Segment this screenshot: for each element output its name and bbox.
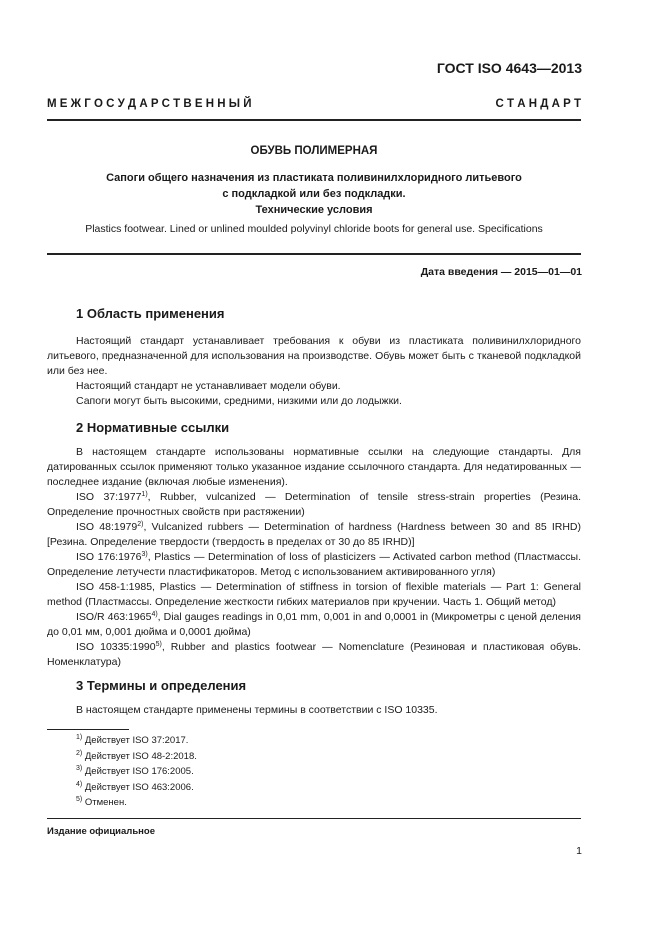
footnote-number: 3): [76, 765, 83, 772]
standard-label: С Т А Н Д А Р Т: [495, 98, 581, 110]
subtitle-line: Технические условия: [255, 204, 373, 216]
reference-code: ISO 458-1:1985: [76, 581, 153, 593]
paragraph: Настоящий стандарт устанавливает требования к обуви из пластиката поливинилхлоридного литьевого, предназначенной для использования на производстве. Обувь может быть с тканевой подкладкой или без нее.: [47, 335, 581, 377]
footnote: [76, 780, 197, 796]
reference-code: ISO/R 463:1965: [76, 611, 152, 623]
reference-item: [47, 640, 581, 670]
footnote-number: 4): [76, 780, 83, 788]
paragraph: Настоящий стандарт не устанавливает модели обуви.: [76, 380, 341, 392]
footnote-text: Действует ISO 463:2006.: [82, 781, 194, 793]
footnote: [76, 749, 197, 765]
reference-item: [47, 490, 581, 520]
footnote-marker: 4): [151, 611, 158, 618]
reference-text: , Vulcanized rubbers — Determination of hardness (Hardness between 30 and 85 IRHD) [Резина. Определение твердости (твердость в пределах от 30 до 85 IRHD)]: [47, 521, 581, 548]
title-rule: [47, 253, 581, 255]
reference-item: [47, 610, 581, 640]
section-2-heading: 2 Нормативные ссылки: [76, 420, 230, 435]
footnotes: [76, 733, 197, 811]
section-3-body: [47, 703, 581, 718]
footnote-marker: 5): [155, 641, 162, 648]
document-title: ОБУВЬ ПОЛИМЕРНАЯ: [250, 145, 378, 157]
subtitle-line: с подкладкой или без подкладки.: [222, 188, 406, 200]
document-subtitle: [47, 170, 581, 218]
reference-item: [47, 550, 581, 580]
reference-text: , Rubber, vulcanized — Determination of tensile stress-strain properties (Резина. Определение прочностных свойств при растяжении): [47, 491, 581, 518]
paragraph: Сапоги могут быть высокими, средними, низкими или до лодыжки.: [76, 395, 402, 407]
reference-code: ISO 48:1979: [76, 521, 138, 533]
footnote-marker: 2): [137, 521, 144, 528]
section-2-body: [47, 445, 581, 670]
footnote-number: 5): [76, 796, 83, 803]
edition-label: Издание официальное: [47, 826, 155, 837]
footnote-text: Действует ISO 176:2005.: [82, 766, 194, 777]
footnote-text: Действует ISO 37:2017.: [82, 735, 189, 746]
document-code: ГОСТ ISO 4643—2013: [436, 60, 582, 76]
paragraph: В настоящем стандарте применены термины в соответствии с ISO 10335.: [76, 704, 438, 716]
reference-code: ISO 37:1977: [76, 491, 142, 503]
page-number: 1: [576, 845, 582, 857]
english-title: Plastics footwear. Lined or unlined moulded polyvinyl chloride boots for general use. Specifications: [85, 223, 543, 235]
footnote-separator: [47, 729, 129, 730]
reference-text: , Dial gauges readings in 0,01 mm, 0,001 in and 0,0001 in (Микрометры с ценой деления до 0,01 мм, 0,001 дюйма и 0,0001 дюйма): [47, 611, 581, 638]
footnote-text: Действует ISO 48-2:2018.: [82, 750, 197, 762]
footer-rule: [47, 818, 581, 819]
introduction-date: Дата введения — 2015—01—01: [420, 266, 582, 278]
header-rule: [47, 119, 581, 121]
footnote-number: 2): [76, 749, 83, 757]
section-1-heading: 1 Область применения: [76, 306, 225, 321]
footnote: [76, 764, 197, 780]
footnote-marker: 3): [141, 551, 148, 558]
reference-code: ISO 10335:1990: [76, 641, 156, 653]
section-3-heading: 3 Термины и определения: [76, 678, 247, 693]
footnote: [76, 795, 197, 811]
reference-text: , Rubber and plastics footwear — Nomenclature (Резиновая и пластиковая обувь. Номенклатура): [47, 641, 581, 668]
reference-text: , Plastics — Determination of loss of plasticizers — Activated carbon method (Пластмассы. Определение летучести пластификаторов. Метод с использованием активированного угля): [47, 551, 581, 578]
footnote-marker: 1): [141, 491, 148, 498]
reference-text: , Plastics — Determination of stiffness in torsion of flexible materials — Part 1: General method (Пластмассы. Определение жесткости гибких материалов при кручении. Часть 1. Общий метод): [47, 581, 581, 608]
footnote-number: 1): [76, 734, 83, 741]
footnote: [76, 733, 197, 749]
reference-item: [47, 520, 581, 550]
interstate-standard-banner: [47, 98, 581, 110]
subtitle-line: Сапоги общего назначения из пластиката поливинилхлоридного литьевого: [106, 172, 522, 184]
interstate-label: М Е Ж Г О С У Д А Р С Т В Е Н Н Ы Й: [47, 98, 252, 110]
reference-code: ISO 176:1976: [76, 551, 142, 563]
section-1-body: [47, 334, 581, 409]
reference-item: [47, 580, 581, 610]
paragraph: В настоящем стандарте использованы нормативные ссылки на следующие стандарты. Для датированных ссылок применяют только указанное издание ссылочного стандарта. Для недатированных — последнее издание (включая любые изменения).: [47, 446, 581, 488]
footnote-text: Отменен.: [82, 797, 127, 808]
